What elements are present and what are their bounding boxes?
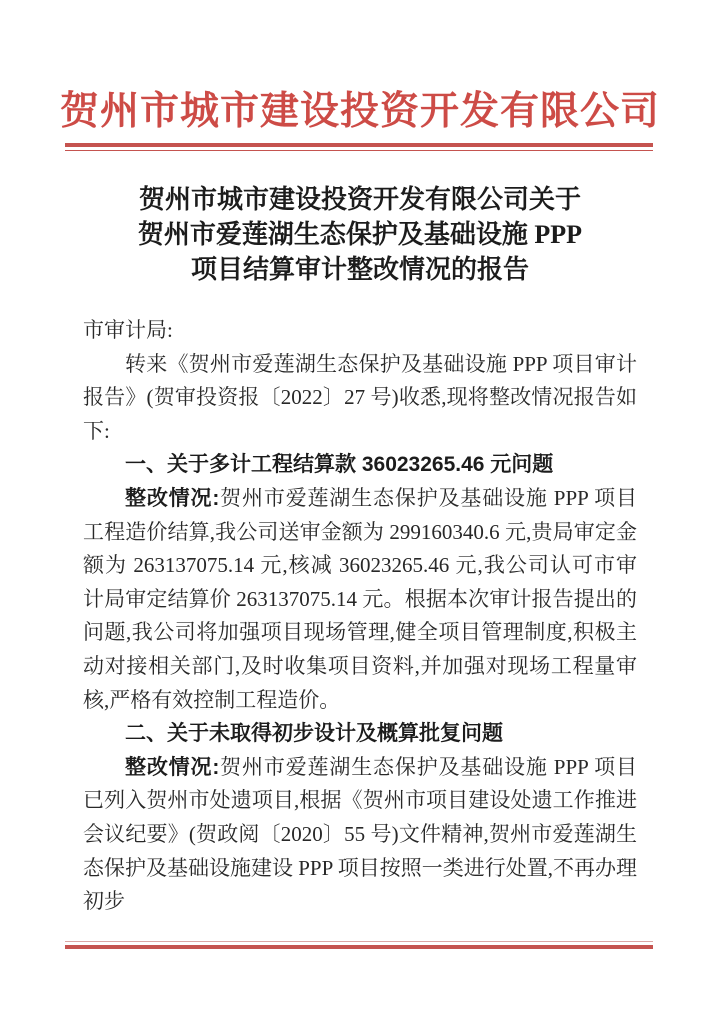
section-1-lead: 整改情况: xyxy=(125,486,220,510)
footer-rule-thick xyxy=(65,945,653,949)
section-2-heading: 二、关于未取得初步设计及概算批复问题 xyxy=(125,722,503,746)
section-1-paragraph xyxy=(83,482,637,717)
footer-double-rule xyxy=(65,941,653,949)
letterhead-double-rule xyxy=(65,143,653,151)
salutation: 市审计局: xyxy=(83,318,173,342)
intro-paragraph: 转来《贺州市爱莲湖生态保护及基础设施 PPP 项目审计报告》(贺审投资报〔2022〕27 号)收悉,现将整改情况报告如下: xyxy=(83,351,637,443)
section-2-lead: 整改情况: xyxy=(125,755,220,779)
section-2-paragraph xyxy=(83,751,637,919)
document-body xyxy=(83,314,637,919)
document-title-line-1: 贺州市城市建设投资开发有限公司关于 xyxy=(138,185,581,214)
document-title xyxy=(40,182,680,287)
section-2-text: 贺州市爱莲湖生态保护及基础设施 PPP 项目已列入贺州市处遗项目,根据《贺州市项目建设处遗工作推进会议纪要》(贺政阅〔2020〕55 号)文件精神,贺州市爱莲湖生态保护及基础设施建设 PPP 项目按照一类进行处置,不再办理初步 xyxy=(83,754,638,914)
letterhead-org-name: 贺州市城市建设投资开发有限公司 xyxy=(59,90,660,133)
section-1-text: 贺州市爱莲湖生态保护及基础设施 PPP 项目工程造价结算,我公司送审金额为 299160340.6 元,贵局审定金额为 263137075.14 元,核减 36023265.46 元,我公司认可市审计局审定结算价 263137075.14 元。根据本次审计报告提出的问题,我公司将加强项目现场管理,健全项目管理制度,积极主动对接相关部门,及时收集项目资料,并加强对现场工程量审核,严格有效控制工程造价。 xyxy=(83,485,637,712)
letterhead-rule-thin xyxy=(65,150,653,151)
section-1-heading: 一、关于多计工程结算款 36023265.46 元问题 xyxy=(125,453,554,477)
document-title-line-3: 项目结算审计整改情况的报告 xyxy=(190,255,529,284)
document-title-line-2: 贺州市爱莲湖生态保护及基础设施 PPP xyxy=(137,220,583,249)
